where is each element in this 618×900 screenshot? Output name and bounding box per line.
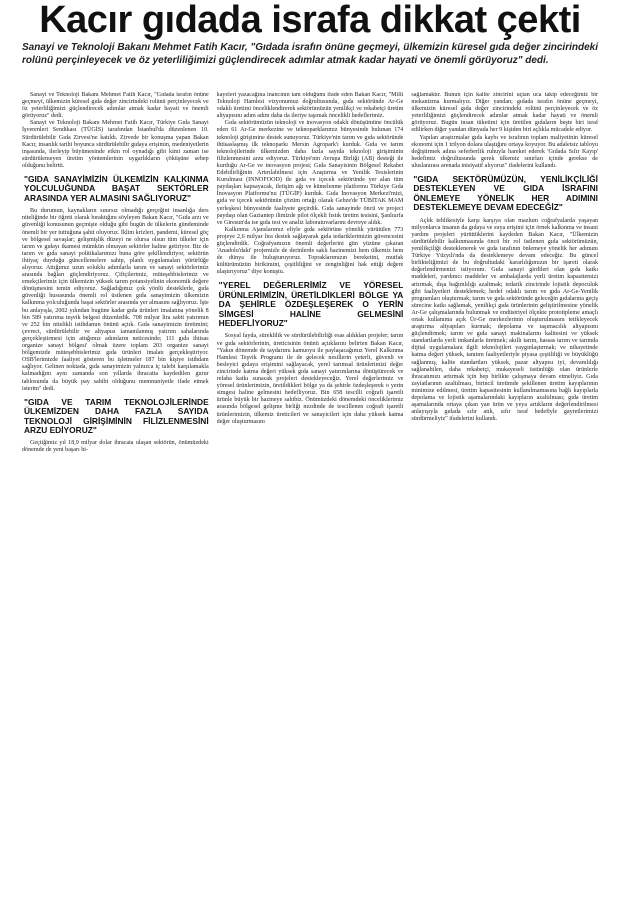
column-1	[22, 92, 209, 894]
paragraph: Yapılan araştırmalar gıda kaybı ve israfının toplam maliyetinin küresel ekonomi için 1 trilyon dolara ulaştığını ortaya koyuyor. Bu adaletsiz tabloyu değiştirmek adına seferberlik ruhuyla hareket ederek 'Gıdada Sıfır Kayıp' hedefimiz doğrultusunda gerek ülkemiz sınırları içinde gerekse de uluslararası arenada inisiyatif alıyoruz" ifadelerini kullandı.	[411, 134, 599, 169]
paragraph: Sosyal fayda, süreklilik ve sürdürülebilirliği esas aldıkları projeler; tarım ve gıda sektörlerinin, üreticisinin önünü açtıklarını belirten Bakan Kacır, "Yakın dönemde de taydarımı kamuoyu ile paylaşacağımız Yerel Kalkınma Hamlesi Teşvik Programı ile de gelecek nesillerin yeterli, güvenli ve besleyici gıdaya erişimini sağlayacak, yerel tarımsal ürünlerimizi değer zincirinde katma değeri yüksek gıda sanayi yatırımlarına dönüştürecek ve refaha katkı sunacak projeleri destekleyeceğiz. Yerel değerlerimiz ve yöresel ürünlerimizin, üretildikleri bölge ya da şehirle özdeşleşerek o yerin simgesi haline gelmesini hedefliyoruz. Bin 658 tescilli coğrafi işaretli ürünle büyük bir hazineye sahibiz. Önümüzdeki dönemdeki önceliklerimiz arasında bölgesel gelişme birliği nezdinde de tescillenen coğrafi işaretli ürünlerimizin, ülkemiz üreticileri ve sanayicileri için daha yüksek katma değer oluşturmasını	[216, 333, 404, 425]
paragraph: sağlamaktır. Bunun için kalite zincirini uçtan uca takip edeceğimiz bir mekanizma kurmalıyız. Diğer yandan; gıdada israfın önüne geçmeyi, ülkemizin küresel gıda değer zincirindeki rolünü perçinleyecek ve öz yeterliliğimizi güçlendirecek adımlar atmak kadar hayati ve önemli görüyoruz. Bugün insan tüketimi için üretilen gıdaların beşte biri israf edilirken diğer yandan dünyada her 9 kişiden biri açlıkla mücadele ediyor.	[411, 92, 599, 134]
paragraph: kayeleri yazacağına inancının tam olduğunu ifade eden Bakan Kacır, "Milli Teknoloji Hamlesi vizyonumuz doğrultusunda, gıda sektöründe Ar-Ge odaklı üretimi önceliklendirerek sektörümüzün yenilikçi ve rekabetçi üretim altyapısını adım adım daha da ileriye taşımak öncelikli hedeflerimiz.	[216, 92, 404, 120]
pull-quote: "GIDA SANAYİMİZİN ÜLKEMİZİN KALKINMA YOLCULUĞUNDA BAŞAT SEKTÖRLER ARASINDA YER ALMASINI SAĞLIYORUZ"	[24, 174, 209, 203]
paragraph: Sanayi ve Teknoloji Bakanı Mehmet Fatih Kacır, Türkiye Gıda Sanayi İşverenleri Sendikası (TÜGİS) tarafından İstanbul'da düzenlenen 10. Sürdürülebilir Gıda Zirvesi'ne katıldı. Zirvede bir konuşma yapan Bakan Kacır, insanlık tarihi boyunca sürdürülebilir gıdaya erişimin, medeniyetlerin inşasında, ilerleyip büyümesinde etkin rol oynadığı gibi kimi zaman ise sürdürülemeyen üretim yöntemlerinin uygarlıkların çöküşüne sebep olduğunu belirtti.	[22, 120, 209, 169]
column-3	[411, 92, 598, 894]
pull-quote: "YEREL DEĞERLERİMİZ VE YÖRESEL ÜRÜNLERİMİZİN, ÜRETİLDİKLERİ BÖLGE YA DA ŞEHİRLE ÖZDEŞLEŞEREK O YERİN SİMGESİ HALİNE GELMESİNİ HEDEFLİYORUZ"	[218, 280, 404, 329]
article-body	[22, 92, 598, 894]
pull-quote: "GIDA VE TARIM TEKNOLOJİLERİNDE ÜLKEMİZDEN DAHA FAZLA SAYIDA TEKNOLOJİ GİRİŞİMİNİN FİLİZLENMESİNİ ARZU EDİYORUZ"	[24, 396, 209, 435]
paragraph: Gıda sektörümüzün teknoloji ve inovasyon odaklı dönüşümüne öncülük eden 61 Ar-Ge merkezine ve teknoparklarımız bünyesinde bulunan 174 teknoloji girişimine destek sunuyoruz. Türkiye'nin tarım ve gıda sektöründe ihtisaslaşmış ilk teknoparkı Mersin Agropark'ı kurduk. Gıda ve tarım teknolojilerinde ülkemizden daha fazla sayıda teknoloji girişiminin filizlenmesini arzu ediyoruz. Türkiye'nin Avrupa Birliği (AB) desteği ile kurduğu Ar-Ge ve inovasyon projesi; Gıda Sanayisinin Bölgesel Rekabet Edebilirliğinin Artırılabilmesi için Araştırma ve Yenilik Tesislerinin Kurulması (INNOFOOD) ile gıda ve içecek sektöründe yer alan tüm paydaşları kapsayacak, iletişim ağı ve kümelenme platformu Türkiye Gıda İnovasyon Platformu'nu (TÜGİP) kurduk. Gıda İnovasyon Merkezi'mizi, gıda ve içecek sektörünün çözüm ortağı olarak Gebze'de TÜBİTAK MAM yerleşkesi bünyesinde faaliyete geçirdik. Gıda sanayinde öncü ve projeci paydaşı olan Gaziantep ilimizde pilot ölçekli fıstık üretim tesisini, Şanlıurfa ve Giresun'da ise gıda test ve analiz laboratuvarlarını devreye aldık.	[216, 120, 404, 226]
paragraph: Geçtiğimiz yıl 18,9 milyar dolar ihracata ulaşan sektörün, önümüzdeki dönemde de yeni başarı hi-	[22, 440, 209, 454]
paragraph: Kalkınma Ajanslarımız eliyle gıda sektörüne yönelik yürütülen 773 projeye 2,6 milyar lira destek sağlayarak gıda tedariklerimizin güvencesini güçlendirdik. Coğrafyamızın önemli değerlerini gün yüzüne çıkaran 'Anadolu'daki' projemizle de derinlerde saklı hazinemizi hem ülkemiz hem de dünya ile buluşturuyoruz. Topraklarımızın bereketini, mutfak kültürümüzün birikimini, çeşitliliğini ve zenginliğini hak ettiği değere ulaştırıyoruz" diye konuştu.	[216, 226, 404, 276]
paragraph: Bu durumun, kaynakların sınırsız olmadığı gerçeğini insanlığa ders niteliğinde bir öğreti olarak bıraktığını söyleyen Bakan Kacır, "Gıda arzı ve güvenliği konusunun geçmişte olduğu gibi bugün de ülkelerin gündeminde önemli bir yer tuttuğuna şahit oluyoruz. İklim krizleri, pandemi, küresel göç ve bölgesel savaşlar; gelişmişlik düzeyi ne olursa olsun tüm ülkeler için tarım ve gıdayı ikamesi mümkün olmayan sektörler haline getiriyor. Biz de tarım ve gıda sanayi politikalarımızı buna göre şekillendiriyor, sektörün ihtiyaç duyduğu güncellemelere sahip, planlı uygulamaları yürürlüğe alıyoruz. Attığımız uzun soluklu adımlarla tarım ve sanayi sektörlerimiz arasında bağları güçlendiriyoruz. Çiftçilerimiz, müteşebbislerimiz ve emekçilerimiz için ülkemizin yüksek tarım potansiyelinin ekonomik değere dönüşmesini temin ediyoruz. Sağladığımız çok yönlü desteklerle, gıda güvenliği hususunda önemli rol üstlenen gıda sanayimizin ülkemizin kalkınma yolculuğunda başat sektörler arasında yer almasını sağlıyoruz. İşte bu anlayışla, 2002 yılından bugüne kadar gıda ürünleri imalatına yönelik 8 bin 589 yatırıma teşvik belgesi düzenledik. 708 milyar lira sabit yatırımın ve 252 bin nitelikli istihdamın önünü açtık. Gıda sanayimizin üretimini; çevreci, sürdürülebilir ve altyapısı tamamlanmış yatırım sahalarında gerçekleştirmesi için attığımız adımların neticesinde; 111 gıda ihtisas organize sanayi bölgesi' olmak üzere toplam 203 organize sanayi bölgemizde müteşebbislerimiz gıda ürünleri imalatı gerçekleştiriyor. OSB'lerimizde faaliyet gösteren bu işletmeler 187 bin kişiye istihdam sağlıyor. Gelinen noktada, gıda sanayimizin yalnızca iç talebi karşılamakla kalmadığını aynı zamanda son yıllarda ihracatta kaydedilen gurur tablosunda da büyük pay sahibi olduğunu memnuniyetle ifade etmek isterim" dedi.	[22, 208, 209, 392]
paragraph: Açlık tehlikesiyle karşı karşıya olan mazlum coğrafyalarda yaşayan milyonlarca insanın da gıdaya ve suya erişimi için örnek kalkınma ve insani yardım projeleri yürüttüklerini kaydeden Bakan Kacır, "Ülkemizin sürdürülebilir kalkınmasında öncü bir rol üstlenen gıda sektörümüzün, yenilikçiliği desteklenerek ve gıda israfının önlemeye yönelik her adımını Türkiye Yüzyılı'nda da desteklemeye devam edeceğiz. Bu güncel birlikteliğimizi de bu doğrultudaki kararlılığımızın bir işareti olarak değerlendirmenizi istiyorum. Gıda sanayi girdileri olan gıda katkı maddeleri, yardımcı maddeler ve ambalajlarda yerli üretim kapasitemizi artırmak, dışa bağımlılığı azaltmak; tedarik zincirinde lojistik depoculuk gibi faaliyetleri desteklemek; hedef odaklı tarım ve gıda Ar-Ge-Yenilik programları oluşturmak; tarım ve gıda sektöründe geleceğin gıdalarına geçiş sürecine katkı sağlamak, yenilikçi gıda ürünlerinin geliştirilmesine yönelik Ar-Ge çalışmalarında bulunmak ve endüstriyel ölçekte prototipleme amaçlı ortak kullanıma açık Ür-Ge merkezlerinin oluşturulmasını tetikleyecek araştırma altyapıları kurmak; depolama ve taşımacılık altyapısını güçlendirmek; tarım ve gıda sanayi makinalarını kalitesini ve yüksek standartlarda yerli imkanlarla üretmek; akıllı tarım, hassas tarım ve tarımda dijital uygulamalara ilgili teknolojileri yaygınlaştırmak; ve nihayetinde katma değeri yüksek, tanıtım faaliyetleriyle piyasa çeşitliliği ve büyüklüğü sağlanmış, kalite standartları yüksek, pazar altyapısı iyi, devamlılığı sağlanabilen, daha rekabetçi, mukayeseli üstünlüğü olan ürünlerle ihracatımızı artırmak için hep birlikte çalışmaya devam etmeliyiz. Gıda zayiatlarının azaltılması, birincil üretimde şekillenen üretim kayıplarının minimize edilmesi, üretim kapasitesinin kullanılmamasına bağlı kayıplarla depolama ve lojistik aşamalarındaki kayıpların azaltılması; gıda üretim aşamalarında ortaya çıkan yan ürün ve yeya artıkların değerlendirilmesi anlayışıyla gıdada sıfır atık, sıfır israf hedefiyle gayretlerimizi sürdürmeliyiz" ifadelerini kullandı.	[411, 217, 599, 423]
column-2	[217, 92, 404, 894]
article-headline: Kacır gıdada israfa dikkat çekti	[39, 0, 581, 41]
article-deck: Sanayi ve Teknoloji Bakanı Mehmet Fatih Kacır, "Gıdada israfın önüne geçmeyi, ülkemizin küresel gıda değer zincirindeki rolünü perçinleyecek ve öz yeterliliğimizi güçlendirecek adımlar atmak kadar hayati ve önemli görüyoruz" dedi.	[22, 42, 598, 66]
pull-quote: "GIDA SEKTÖRÜMÜZÜN, YENİLİKÇİLİĞİ DESTEKLEYEN VE GIDA İSRAFINI ÖNLEMEYE YÖNELİK HER ADIMINI DESTEKLEMEYE DEVAM EDECEĞİZ"	[413, 174, 599, 213]
paragraph: Sanayi ve Teknoloji Bakanı Mehmet Fatih Kacır, "Gıdada israfın önüne geçmeyi, ülkemizin küresel gıda değer zincirindeki rolünü perçinleyecek ve öz yeterliliğimizi güçlendirecek adımlar atmak kadar hayati ve önemli görüyoruz" dedi.	[22, 92, 209, 120]
